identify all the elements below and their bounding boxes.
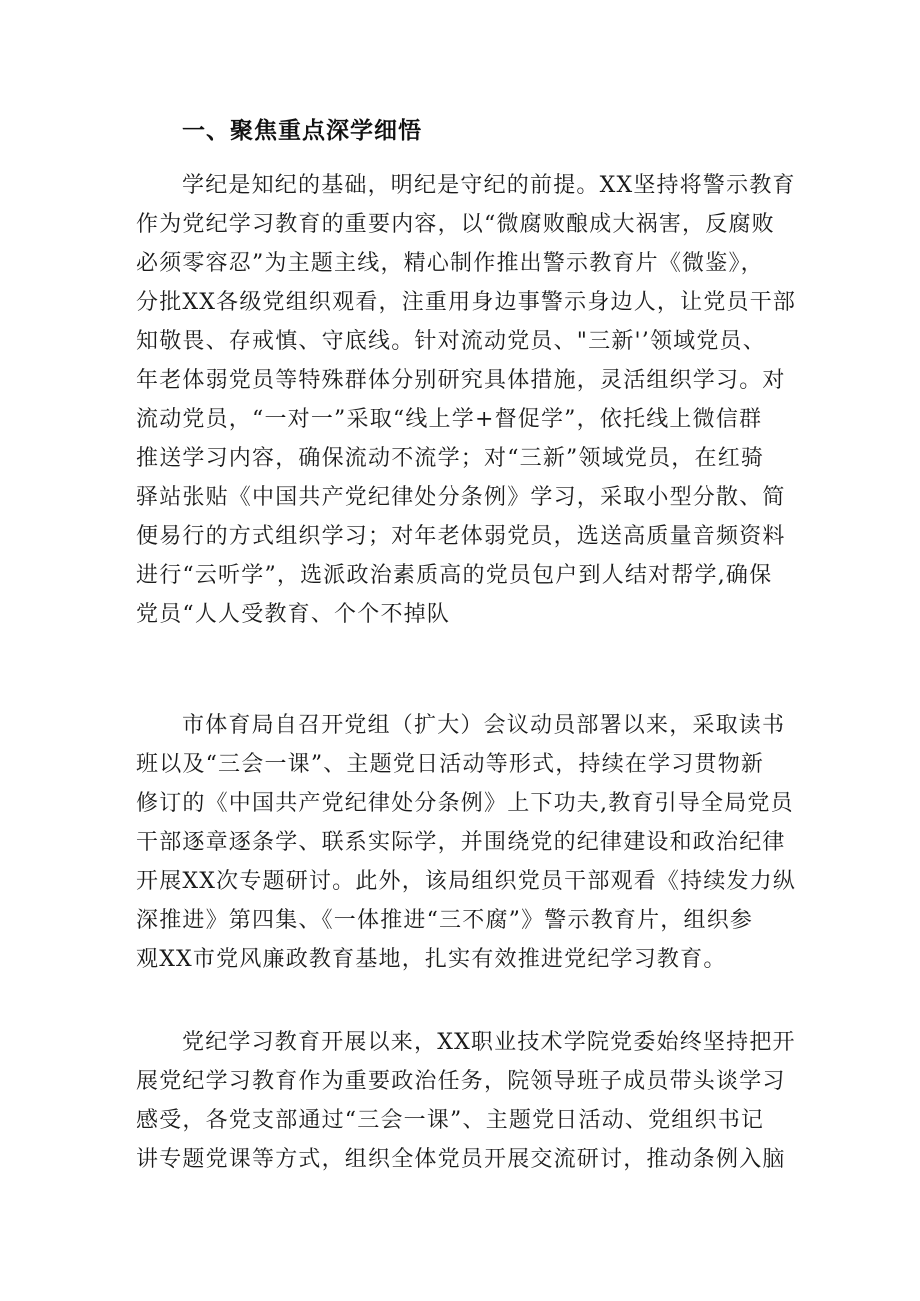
paragraph-line: 必须零容忍”为主题主线，精心制作推出警示教育片《微鉴》， (136, 251, 764, 276)
paragraph-line: 进行“云听学”，选派政治素质高的党员包户到人结对帮学,确保 (136, 563, 773, 588)
paragraph-line: 讲专题党课等方式，组织全体党员开展交流研讨，推动条例入脑 (136, 1147, 786, 1172)
paragraph-line: 推送学习内容，确保流动不流学；对“三新”领域党员，在红骑 (136, 446, 765, 471)
paragraph-line: 学纪是知纪的基础，明纪是守纪的前提。XX坚持将警示教育 (182, 173, 796, 198)
paragraph-line: 流动党员，“一对一”采取“线上学+督促学”，依托线上微信群 (136, 407, 763, 432)
paragraph-1 (136, 166, 796, 634)
paragraph-line: 市体育局自召开党组（扩大）会议动员部署以来，采取读书 (182, 713, 786, 738)
paragraph-3 (136, 1023, 796, 1179)
paragraph-line: 修订的《中国共产党纪律处分条例》上下功夫,教育引导全局党员 (136, 791, 794, 816)
paragraph-line: 知敬畏、存戒慎、守底线。针对流动党员、"三新'’领域党员、 (136, 329, 766, 354)
paragraph-2 (136, 706, 796, 979)
paragraph-line: 展党纪学习教育作为重要政治任务，院领导班子成员带头谈学习 (136, 1069, 786, 1094)
paragraph-line: 年老体弱党员等特殊群体分别研究具体措施，灵活组织学习。对 (136, 368, 786, 393)
paragraph-line: 党员“人人受教育、个个不掉队 (136, 602, 451, 627)
paragraph-line: 便易行的方式组织学习；对年老体弱党员，选送高质量音频资料 (136, 524, 786, 549)
paragraph-line: 班以及“三会一课”、主题党日活动等形式，持续在学习贯物新 (136, 752, 765, 777)
paragraph-line: 分批XX各级党组织观看，注重用身边事警示身边人，让党员干部 (136, 290, 797, 315)
paragraph-line: 感受，各党支部通过“三会一课”、主题党日活动、党组织书记 (136, 1108, 765, 1133)
paragraph-line: 驿站张贴《中国共产党纪律处分条例》学习，采取小型分散、简 (136, 485, 786, 510)
paragraph-line: 干部逐章逐条学、联系实际学，并围绕党的纪律建设和政治纪律 (136, 830, 786, 855)
paragraph-line: 作为党纪学习教育的重要内容，以“微腐败酿成大祸害，反腐败 (136, 212, 775, 237)
paragraph-line: 党纪学习教育开展以来，XX职业技术学院党委始终坚持把开 (182, 1030, 796, 1055)
section-heading: 一、聚焦重点深学细悟 (182, 118, 422, 144)
paragraph-line: 开展XX次专题研讨。此外，该局组织党员干部观看《持续发力纵 (136, 869, 797, 894)
paragraph-line: 观XX市党风廉政教育基地，扎实有效推进党纪学习教育。 (136, 947, 727, 972)
paragraph-line: 深推进》第四集、《一体推进“三不腐”》警示教育片，组织参 (136, 908, 754, 933)
